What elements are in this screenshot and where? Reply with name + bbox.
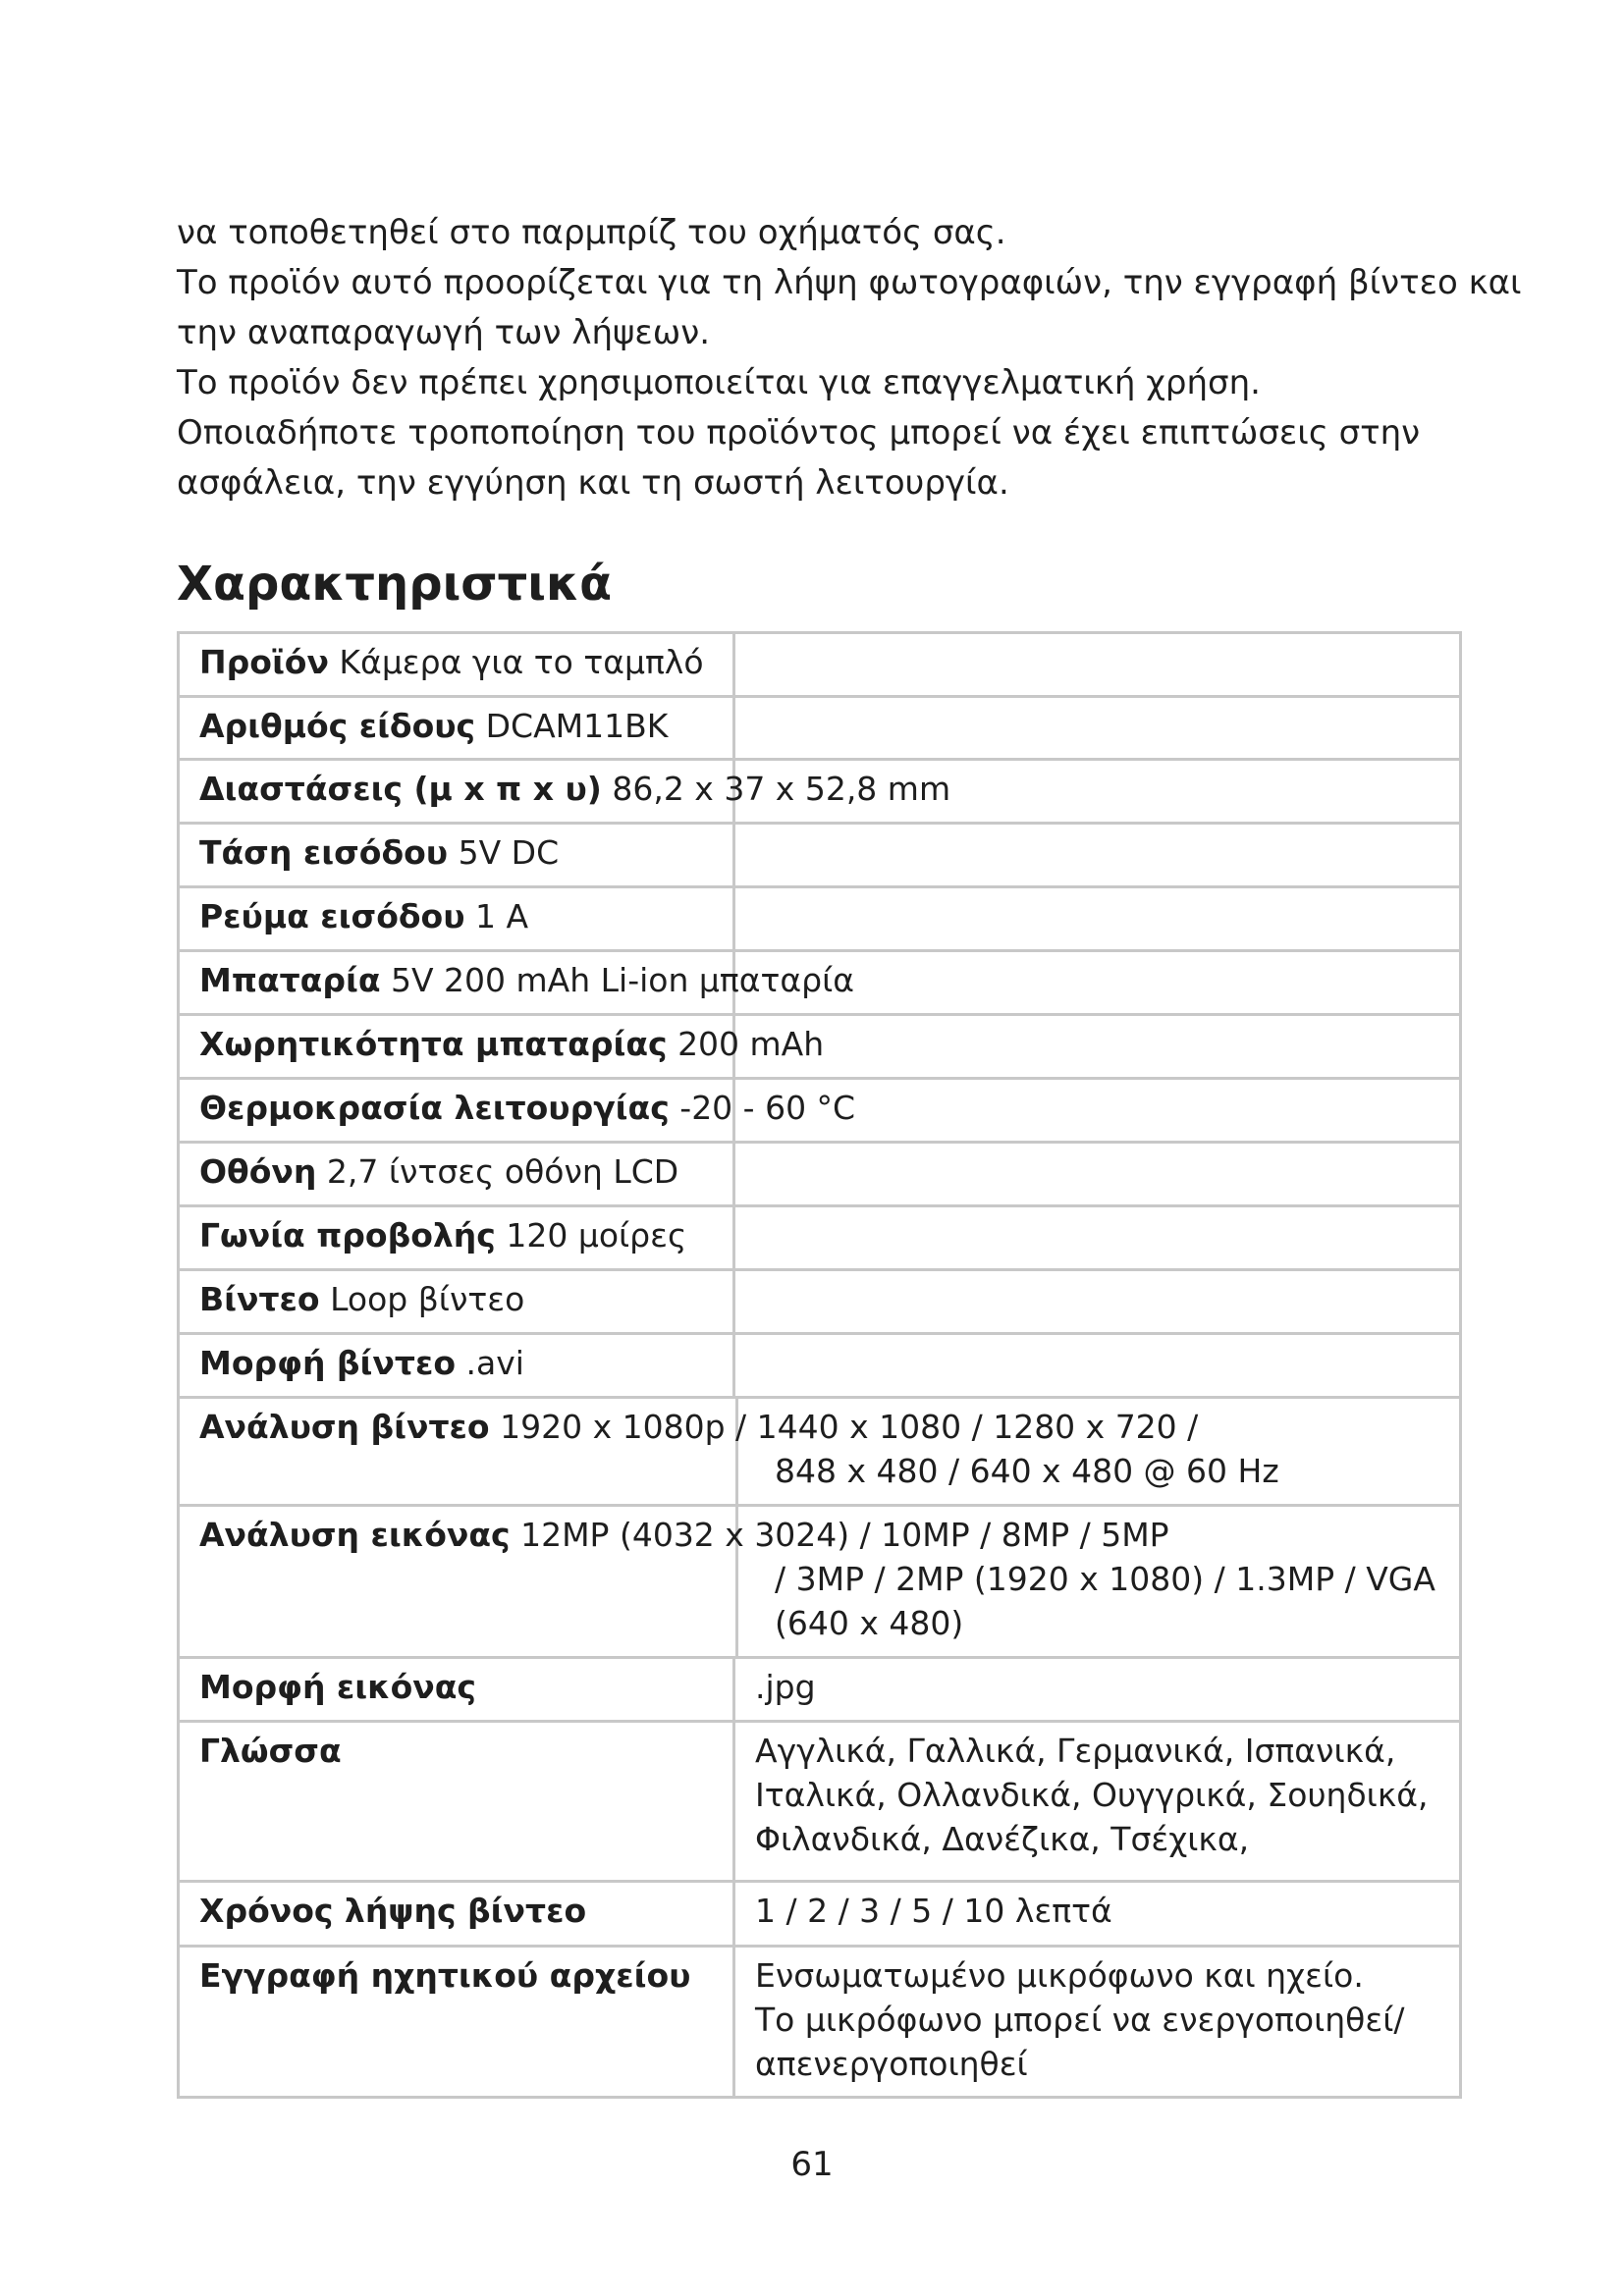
spec-cell xyxy=(179,1270,734,1334)
spec-label: Προϊόν xyxy=(199,643,329,681)
spec-cell xyxy=(179,760,951,824)
spec-label: Αριθμός είδους xyxy=(199,707,476,745)
spec-label: Χωρητικότητα μπαταρίας xyxy=(199,1025,668,1063)
spec-row xyxy=(179,824,1461,887)
intro-line: ασφάλεια, την εγγύηση και τη σωστή λειτουργία. xyxy=(177,463,1009,503)
spec-label: Βίντεο xyxy=(199,1280,320,1318)
spec-label: Διαστάσεις (μ x π x υ) xyxy=(199,770,602,808)
spec-row xyxy=(179,633,1461,697)
spec-empty-cell xyxy=(734,1206,1461,1270)
spec-empty-cell xyxy=(734,633,1461,697)
spec-cell xyxy=(179,1015,825,1079)
spec-row xyxy=(179,697,1461,760)
spec-empty-cell xyxy=(734,697,1461,760)
spec-value: 12MP (4032 x 3024) / 10MP / 8MP / 5MP xyxy=(520,1516,1169,1554)
page-number: 61 xyxy=(790,2145,834,2184)
spec-value-cell xyxy=(734,1882,1461,1947)
spec-label-cell xyxy=(179,1658,734,1722)
spec-value: -20 - 60 °C xyxy=(679,1089,856,1127)
spec-row xyxy=(179,1143,1461,1206)
spec-value-cell xyxy=(734,1947,1461,2098)
spec-value-cell xyxy=(734,1722,1461,1882)
intro-line: Οποιαδήποτε τροποποίηση του προϊόντος μπορεί να έχει επιπτώσεις στην xyxy=(177,413,1421,453)
spec-label: Θερμοκρασία λειτουργίας xyxy=(199,1089,670,1127)
spec-empty-cell xyxy=(734,824,1461,887)
spec-empty-cell xyxy=(734,1015,1461,1079)
spec-value-line: Το μικρόφωνο μπορεί να ενεργοποιηθεί/ xyxy=(755,2001,1405,2039)
spec-value-continued: / 3MP / 2MP (1920 x 1080) / 1.3MP / VGA xyxy=(775,1560,1435,1598)
spec-row xyxy=(179,1334,1461,1398)
spec-label-cell xyxy=(179,1882,734,1947)
spec-cell xyxy=(179,1206,734,1270)
intro-line: Το προϊόν αυτό προορίζεται για τη λήψη φωτογραφιών, την εγγραφή βίντεο και xyxy=(177,263,1522,302)
spec-cell xyxy=(179,1143,734,1206)
spec-value: .avi xyxy=(465,1344,524,1382)
spec-value: 120 μοίρες xyxy=(506,1216,687,1255)
spec-value: Κάμερα για το ταμπλό xyxy=(339,643,704,681)
spec-value-continued: 848 x 480 / 640 x 480 @ 60 Hz xyxy=(775,1452,1279,1490)
spec-label: Μορφή εικόνας xyxy=(199,1668,476,1706)
intro-line: να τοποθετηθεί στο παρμπρίζ του οχήματός σας. xyxy=(177,213,1006,252)
spec-value: 86,2 x 37 x 52,8 mm xyxy=(612,770,951,808)
spec-label: Μορφή βίντεο xyxy=(199,1344,456,1382)
spec-value: 2,7 ίντσες οθόνη LCD xyxy=(326,1152,679,1191)
spec-row xyxy=(179,1079,1461,1143)
spec-value: 1 A xyxy=(475,897,529,935)
spec-cell xyxy=(179,887,734,951)
spec-row xyxy=(179,1398,1461,1506)
spec-cell xyxy=(179,824,734,887)
spec-row xyxy=(179,1206,1461,1270)
spec-label: Γωνία προβολής xyxy=(199,1216,496,1255)
spec-empty-cell xyxy=(734,1143,1461,1206)
spec-value-line: απενεργοποιηθεί xyxy=(755,2045,1028,2083)
spec-value-continued: (640 x 480) xyxy=(775,1604,964,1642)
spec-label: Τάση εισόδου xyxy=(199,833,449,872)
spec-row xyxy=(179,1015,1461,1079)
spec-empty-cell xyxy=(734,1334,1461,1398)
spec-value-line: Φιλανδικά, Δανέζικα, Τσέχικα, xyxy=(755,1820,1250,1858)
spec-value: Loop βίντεο xyxy=(330,1280,525,1318)
spec-row xyxy=(179,1947,1461,2098)
spec-row xyxy=(179,1882,1461,1947)
spec-value-line: Ενσωματωμένο μικρόφωνο και ηχείο. xyxy=(755,1956,1364,1995)
spec-value: DCAM11BK xyxy=(485,707,669,745)
spec-value-cell xyxy=(734,1658,1461,1722)
spec-cell xyxy=(179,951,854,1015)
section-title: Χαρακτηριστικά xyxy=(177,557,613,612)
spec-value-line: Αγγλικά, Γαλλικά, Γερμανικά, Ισπανικά, xyxy=(755,1732,1396,1770)
spec-label-cell xyxy=(179,1722,734,1882)
spec-label: Γλώσσα xyxy=(199,1732,342,1770)
spec-label: Χρόνος λήψης βίντεο xyxy=(199,1892,587,1930)
spec-label: Ρεύμα εισόδου xyxy=(199,897,465,935)
spec-empty-cell xyxy=(734,887,1461,951)
spec-value: 5V DC xyxy=(458,833,560,872)
spec-value: .jpg xyxy=(755,1668,816,1706)
spec-value: 200 mAh xyxy=(677,1025,825,1063)
spec-value: 1920 x 1080p / 1440 x 1080 / 1280 x 720 / xyxy=(500,1408,1199,1446)
spec-cell-image-resolution xyxy=(179,1506,1461,1658)
spec-value: 5V 200 mAh Li-ion μπαταρία xyxy=(391,961,854,999)
spec-value-line: Ιταλικά, Ολλανδικά, Ουγγρικά, Σουηδικά, xyxy=(755,1776,1429,1814)
spec-value: 1 / 2 / 3 / 5 / 10 λεπτά xyxy=(755,1892,1112,1930)
spec-row xyxy=(179,760,1461,824)
spec-label: Μπαταρία xyxy=(199,961,381,999)
spec-row xyxy=(179,1506,1461,1658)
intro-line: Το προϊόν δεν πρέπει χρησιμοποιείται για επαγγελματική χρήση. xyxy=(177,363,1261,402)
spec-label: Ανάλυση βίντεο xyxy=(199,1408,490,1446)
spec-cell-video-resolution xyxy=(179,1398,1461,1506)
spec-row xyxy=(179,1658,1461,1722)
spec-row xyxy=(179,887,1461,951)
spec-cell xyxy=(179,697,734,760)
spec-row xyxy=(179,951,1461,1015)
intro-text xyxy=(177,208,1522,508)
spec-table xyxy=(177,631,1462,2099)
spec-label: Ανάλυση εικόνας xyxy=(199,1516,511,1554)
intro-line: την αναπαραγωγή των λήψεων. xyxy=(177,313,711,352)
spec-label: Εγγραφή ηχητικού αρχείου xyxy=(199,1956,691,1995)
spec-cell xyxy=(179,1079,856,1143)
spec-row xyxy=(179,1722,1461,1882)
spec-cell xyxy=(179,633,734,697)
spec-empty-cell xyxy=(734,1270,1461,1334)
spec-label: Οθόνη xyxy=(199,1152,317,1191)
spec-cell xyxy=(179,1334,734,1398)
spec-label-cell xyxy=(179,1947,734,2098)
spec-row xyxy=(179,1270,1461,1334)
